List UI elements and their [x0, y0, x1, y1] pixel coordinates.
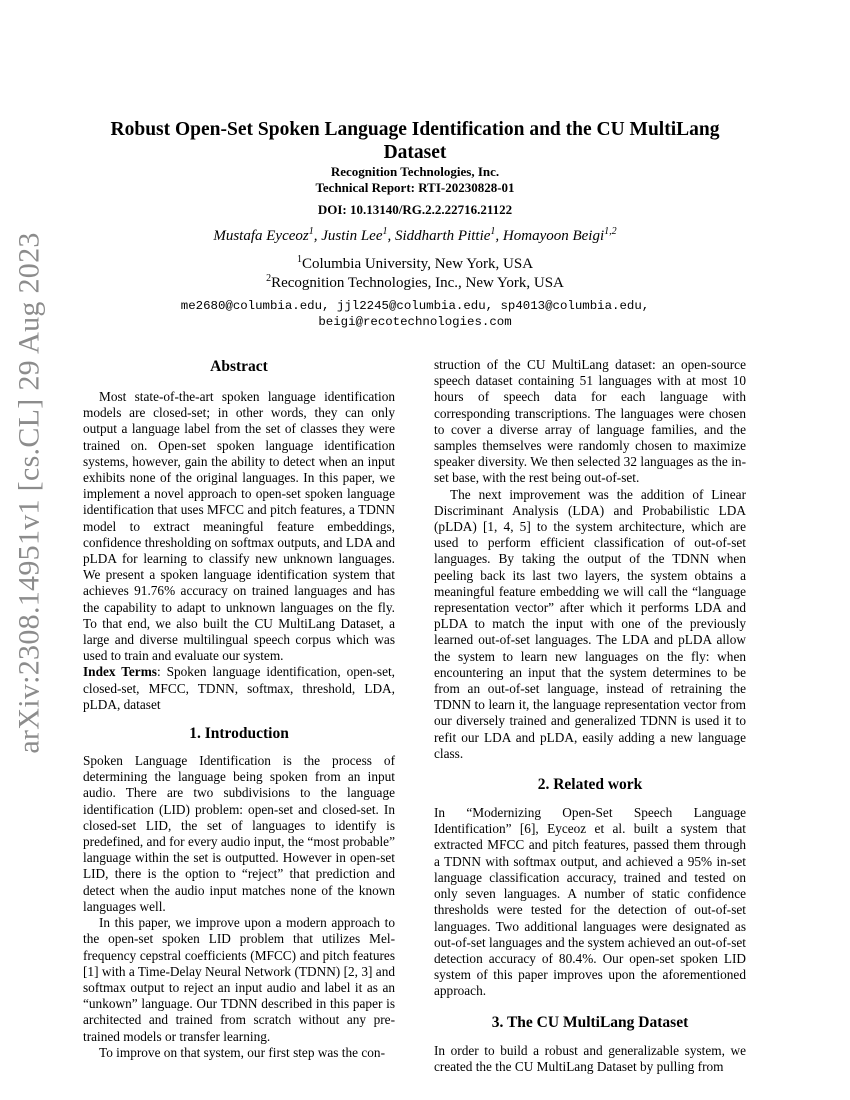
paragraph: struction of the CU MultiLang dataset: an open-source speech dataset containing 51 languages with at most 10 hours of speech data for each language with corresponding transcriptions. The languages were chosen to cover a diverse array of language families, and the samples themselves were randomly chosen to maximize speaker diversity. We then selected 32 languages as the in-set base, with the rest being out-of-set.	[434, 357, 746, 486]
left-column	[83, 357, 395, 1061]
author-affiliation-mark: 1,2	[604, 226, 617, 237]
author-name: Siddharth Pittie	[394, 228, 491, 244]
abstract-heading: Abstract	[210, 358, 268, 375]
paragraph: Spoken Language Identification is the process of determining the language being spoken from an input audio. There are two subdivisions to the language identification (LID) problem: open-set and closed-set. In closed-set LID, the set of languages to identify is predefined, and for every audio input, the “most probable” language within the set is outputted. However in open-set LID, there is the option to “reject” that prediction and detect when the audio input matches none of the known languages well.	[83, 753, 395, 914]
organization: Recognition Technologies, Inc.	[330, 164, 500, 179]
emails	[100, 298, 730, 330]
paragraph: In this paper, we improve upon a modern approach to the open-set spoken LID problem that utilizes Mel-frequency cepstral coefficients (MFCC) and pitch features [1] with a Time-Delay Neural Network (TDNN) [2, 3] and softmax output to reject an input audio and label it as an “unkown” language. Our TDNN described in this paper is architected and trained from scratch without any pre-trained models or transfer learning.	[83, 915, 395, 1044]
paragraph: To improve on that system, our first step was the con-	[99, 1044, 386, 1060]
author-affiliation-mark: 1	[490, 226, 496, 237]
affiliation-mark: 2	[266, 273, 272, 284]
index-terms	[83, 664, 395, 713]
arxiv-id: arXiv:2308.14951v1 [cs.CL] 29 Aug 2023	[13, 231, 47, 754]
paragraph: In “Modernizing Open-Set Speech Language Identification” [6], Eyceoz et al. built a system that extracted MFCC and pitch features, passed them through a TDNN with softmax output, and achieved a 95% in-set language classification accuracy, trained and tested on only seven languages. A number of static confidence thresholds were tested for the detection of out-of-set languages. Two additional languages were designated as out-of-set languages and the system achieved an out-of-set detection accuracy of 80.4%. Our open-set spoken LID system of this paper improves upon the aforementioned approach.	[434, 805, 747, 999]
author-separator: ,	[387, 228, 395, 244]
author-affiliation-mark: 1	[308, 226, 314, 237]
author-name: Mustafa Eyceoz	[213, 228, 309, 244]
email-line: beigi@recotechnologies.com	[318, 315, 512, 329]
affiliation	[100, 255, 730, 274]
index-terms-label: Index Terms	[83, 664, 157, 680]
right-column	[434, 357, 746, 1075]
index-terms-text: : Spoken language identification, open-set, closed-set, MFCC, TDNN, softmax, threshold, LDA, pLDA, dataset	[83, 664, 395, 712]
affiliation-text: Recognition Technologies, Inc., New York, USA	[271, 275, 564, 291]
affiliation-text: Columbia University, New York, USA	[301, 256, 534, 272]
author-separator: ,	[313, 228, 322, 244]
author-name: Homayoon Beigi	[502, 228, 605, 244]
section-heading-dataset: 3. The CU MultiLang Dataset	[491, 1013, 689, 1031]
section-heading-related-work: 2. Related work	[537, 776, 643, 794]
email-line: me2680@columbia.edu, jjl2245@columbia.edu, sp4013@columbia.edu,	[180, 299, 650, 313]
section-heading-introduction: 1. Introduction	[189, 725, 289, 743]
report-number: Technical Report: RTI-20230828-01	[315, 180, 515, 195]
paper-header	[100, 118, 730, 330]
abstract-text: Most state-of-the-art spoken language identification models are closed-set; in other words, they can only output a language label from the set of classes they were trained on. Open-set spoken language identification systems, however, gain the ability to detect when an input exhibits none of the original languages. In this paper, we implement a novel approach to open-set spoken language identification that uses MFCC and pitch features, a TDNN model to extract meaningful feature embeddings, confidence thresholding on softmax outputs, and LDA and pLDA for learning to classify new unknown languages. We present a spoken language identification system that achieves 91.76% accuracy on trained languages and has the capability to adapt to unknown languages on the fly. To that end, we also built the CU MultiLang Dataset, a large and diverse multilingual speech corpus which was used to train and evaluate our system.	[83, 389, 395, 664]
doi: DOI: 10.13140/RG.2.2.22716.21122	[317, 202, 513, 217]
author-name: Justin Lee	[321, 228, 383, 244]
author-list	[100, 227, 730, 246]
affiliation-mark: 1	[296, 254, 302, 265]
arxiv-sidebar	[2, 231, 58, 754]
paragraph: The next improvement was the addition of Linear Discriminant Analysis (LDA) and Probabilistic LDA (pLDA) [1, 4, 5] to the system architecture, which are used to perform efficient classification of out-of-set languages. By taking the output of the TDNN when peeling back its last two layers, the system obtains a meaningful feature embedding we will call the “language representation vector” after which it performs LDA and pLDA to match the input with one of the previously learned out-of-set languages. The LDA and pLDA allow the system to learn new languages on the fly: when encountering an input that the system determines to be from an out-of-set language, instead of retraining the TDNN to learn it, the language representation vector from our diversely trained and generalized TDNN is used it to refit our LDA and pLDA, easily adding a new language class.	[434, 486, 746, 761]
author-affiliation-mark: 1	[382, 226, 388, 237]
paper-title: Robust Open-Set Spoken Language Identification and the CU MultiLang Dataset	[110, 119, 720, 163]
paragraph: In order to build a robust and generalizable system, we created the the CU MultiLang Dataset by pulling from	[434, 1042, 746, 1074]
affiliation	[100, 274, 730, 293]
author-separator: ,	[495, 228, 503, 244]
